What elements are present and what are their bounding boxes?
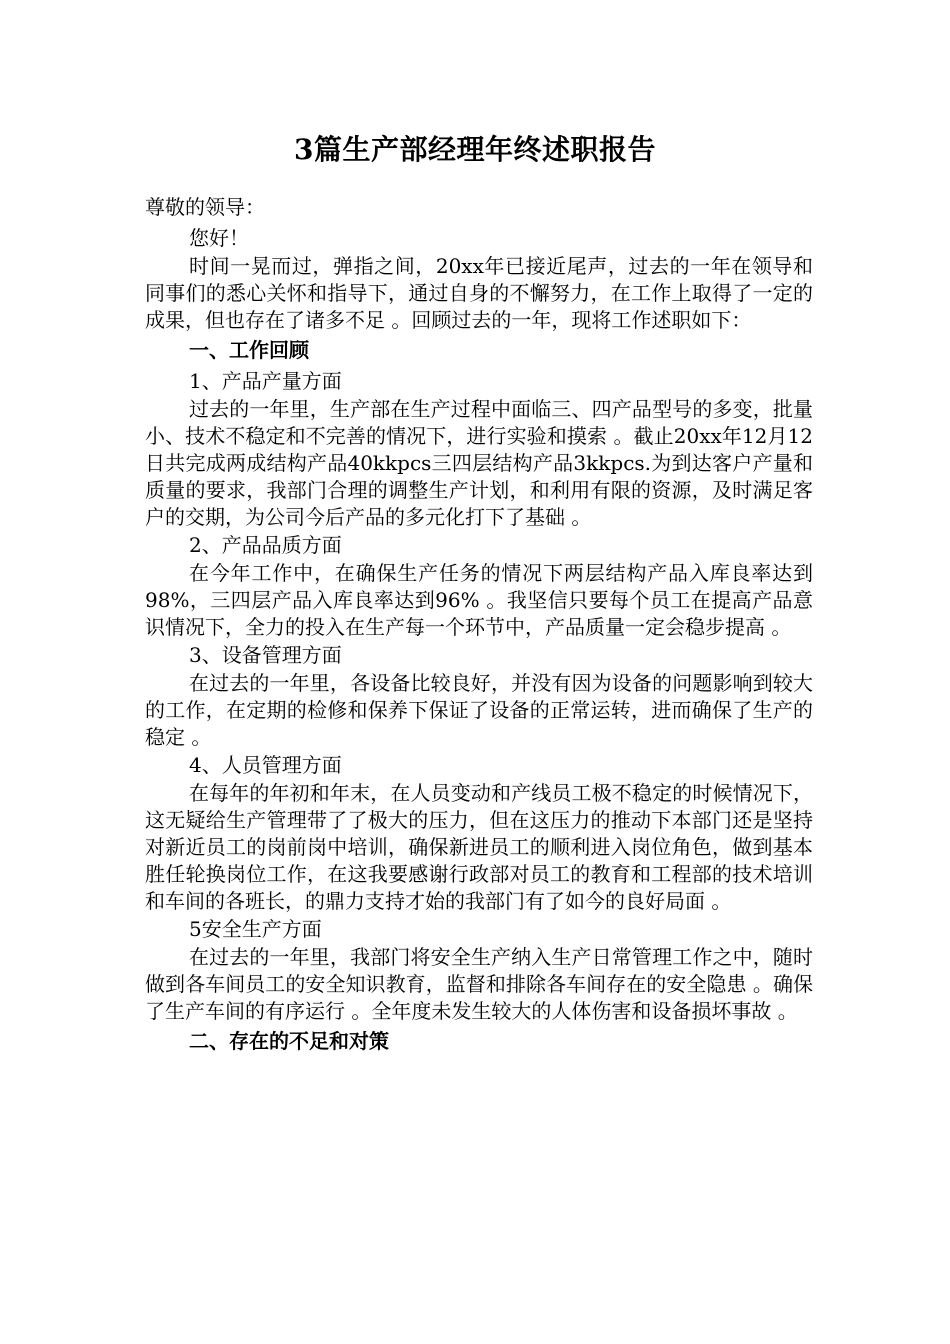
section-heading-shortcomings: 二、存在的不足和对策 — [189, 1029, 389, 1053]
greeting: 您好！ — [189, 226, 249, 250]
item-paragraph-safety: 在过去的一年里，我部门将安全生产纳入生产日常管理工作之中，随时做到各车间员工的安全知识教育，监督和排除各车间存在的安全隐患 。确保了生产车间的有序运行 。全年度未发生较大的人体伤害和设备损坏事故 。 — [145, 945, 813, 1023]
document-body — [145, 194, 813, 1059]
item-heading-output: 1、产品产量方面 — [189, 369, 342, 393]
item-heading-personnel: 4、人员管理方面 — [189, 753, 342, 777]
item-heading-quality: 2、产品品质方面 — [189, 533, 342, 557]
item-paragraph-output: 过去的一年里，生产部在生产过程中面临三、四产品型号的多变，批量小、技术不稳定和不完善的情况下，进行实验和摸索 。截止20xx年12月12日共完成两成结构产品40kkpcs三四层结构产品3kkpcs.为到达客户产量和质量的要求，我部门合理的调整生产计划，和利用有限的资源，及时满足客户的交期，为公司今后产品的多元化打下了基础 。 — [145, 397, 813, 529]
item-heading-safety: 5安全生产方面 — [189, 917, 322, 941]
item-heading-equipment: 3、设备管理方面 — [189, 643, 342, 667]
section-heading-work-review: 一、工作回顾 — [189, 338, 309, 362]
item-paragraph-personnel: 在每年的年初和年末，在人员变动和产线员工极不稳定的时候情况下，这无疑给生产管理带了了极大的压力，但在这压力的推动下本部门还是坚持对新近员工的岗前岗中培训，确保新进员工的顺利进入岗位角色，做到基本胜任轮换岗位工作，在这我要感谢行政部对员工的教育和工程部的技术培训和车间的各班长，的鼎力支持才始的我部门有了如今的良好局面 。 — [145, 781, 813, 913]
intro-paragraph: 时间一晃而过，弹指之间，20xx年已接近尾声，过去的一年在领导和同事们的悉心关怀和指导下，通过自身的不懈努力，在工作上取得了一定的成果，但也存在了诸多不足 。回顾过去的一年，现将工作述职如下： — [145, 254, 813, 332]
document-title: 3篇生产部经理年终述职报告 — [294, 133, 656, 166]
salutation: 尊敬的领导： — [145, 195, 265, 219]
item-paragraph-quality: 在今年工作中，在确保生产任务的情况下两层结构产品入库良率达到98%，三四层产品入库良率达到96% 。我坚信只要每个员工在提高产品意识情况下，全力的投入在生产每一个环节中，产品质量一定会稳步提高 。 — [145, 561, 813, 639]
item-paragraph-equipment: 在过去的一年里，各设备比较良好，并没有因为设备的问题影响到较大的工作，在定期的检修和保养下保证了设备的正常运转，进而确保了生产的稳定 。 — [145, 671, 813, 749]
